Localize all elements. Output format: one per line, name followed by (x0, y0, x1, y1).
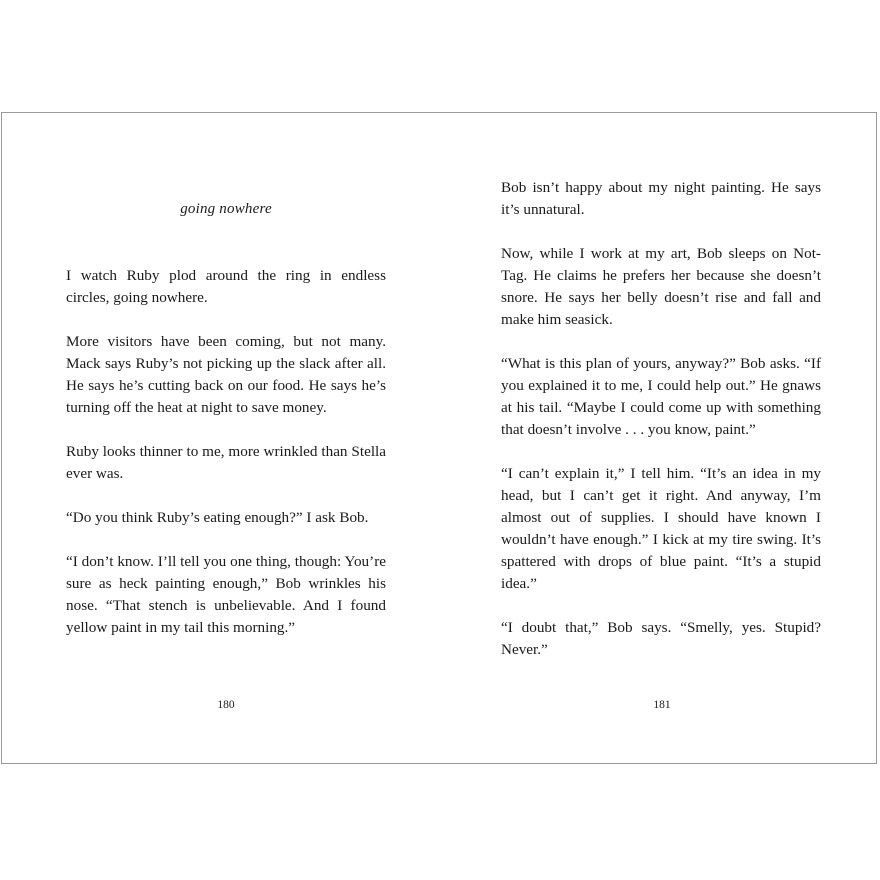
paragraph: “I doubt that,” Bob says. “Smelly, yes. Stupid? Never.” (501, 619, 821, 658)
right-page-text (501, 177, 821, 661)
right-page (440, 113, 878, 763)
paragraph: Now, while I work at my art, Bob sleeps on Not-Tag. He claims he prefers her because she doesn’t snore. He says her belly doesn’t rise and fall and make him seasick. (501, 245, 821, 328)
paragraph: “I don’t know. I’ll tell you one thing, though: You’re sure as heck painting enough,” Bob wrinkles his nose. “That stench is unbelievable. And I found yellow paint in my tail this morning.” (66, 553, 386, 636)
paragraph: More visitors have been coming, but not many. Mack says Ruby’s not picking up the slack after all. He says he’s cutting back on our food. He says he’s turning off the heat at night to save money. (66, 333, 386, 416)
paragraph: Bob isn’t happy about my night painting. He says it’s unnatural. (501, 179, 821, 218)
book-spread (1, 112, 877, 764)
paragraph: Ruby looks thinner to me, more wrinkled than Stella ever was. (66, 443, 386, 482)
paragraph: “Do you think Ruby’s eating enough?” I ask Bob. (66, 509, 369, 526)
left-page-text (66, 265, 386, 639)
paragraph: “I can’t explain it,” I tell him. “It’s an idea in my head, but I can’t get it right. And anyway, I’m almost out of supplies. I should have known I wouldn’t have enough.” I kick at my tire swing. It’s spattered with drops of blue paint. “It’s a stupid idea.” (501, 465, 821, 592)
left-page (2, 113, 440, 763)
paragraph: I watch Ruby plod around the ring in endless circles, going nowhere. (66, 267, 386, 306)
chapter-title: going nowhere (180, 201, 272, 217)
page-number-left: 180 (217, 699, 235, 711)
page-number-right: 181 (653, 699, 671, 711)
paragraph: “What is this plan of yours, anyway?” Bob asks. “If you explained it to me, I could help out.” He gnaws at his tail. “Maybe I could come up with something that doesn’t involve . . . you know, paint.” (501, 355, 821, 438)
